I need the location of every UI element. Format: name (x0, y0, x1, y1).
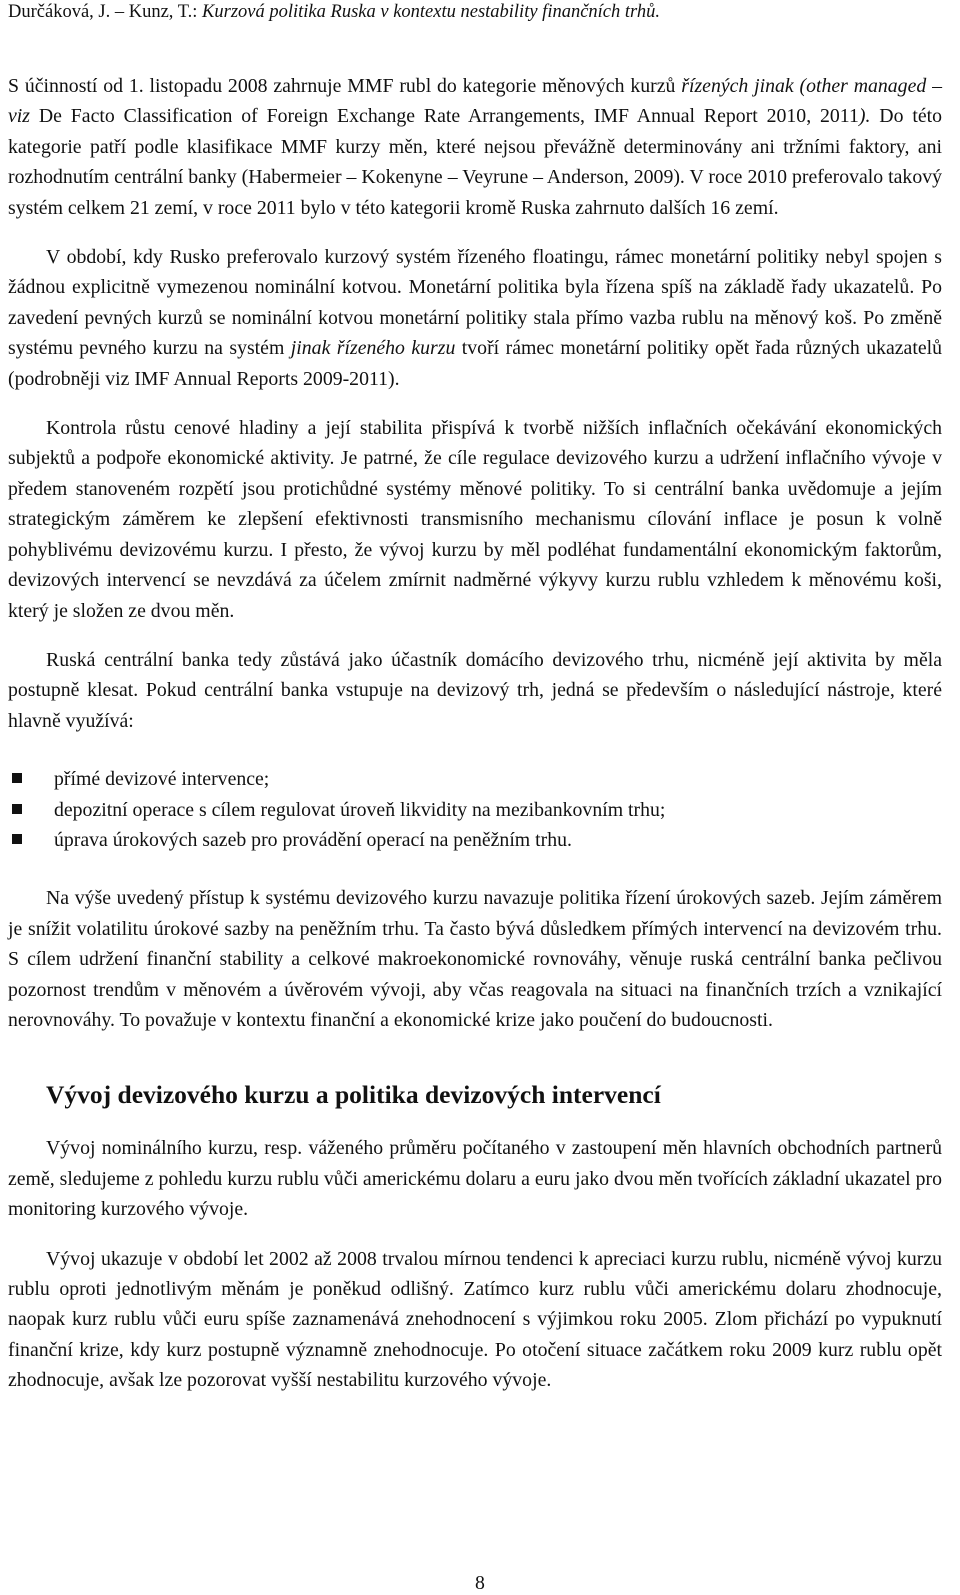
square-bullet-icon (12, 834, 22, 844)
paragraph-1-italic-2: ). (858, 105, 871, 128)
paragraph-5: Na výše uvedený přístup k systému devizového kurzu navazuje politika řízení úrokových sazeb. Jejím záměrem je snížit volatilitu úrokové sazby na peněžním trhu. Ta často bývá důsledkem přímých intervencí na devizovém trhu. S cílem udržení finanční stability a celkové makroekonomické rovnováhy, věnuje ruská centrální banka pečlivou pozornost trendům v měnovém a úvěrovém vývoji, aby včas reagovala na situaci na finančních trzích a vznikající nerovnováhy. To považuje v kontextu finanční a ekonomické krize jako poučení do budoucnosti. (8, 887, 942, 1031)
paragraph-2-part-1: V období, kdy Rusko preferovalo kurzový systém řízeného floatingu, rámec monetární politiky nebyl spojen s žádnou explicitně vymezenou nominální kotvou. Monetární politika byla řízena spíš na základě řady ukazatelů. Po zavedení pevných kurzů se nominální kotvou monetární politiky stala přímo vazba rublu na měnový koš. Po změně systému pevného kurzu na systém (8, 246, 942, 360)
paragraph-1-italic-1: řízených jinak (other managed – viz (8, 75, 942, 128)
paragraph-7: Vývoj ukazuje v období let 2002 až 2008 trvalou mírnou tendenci k apreciaci kurzu rublu, nicméně vývoj kurzu rublu oproti jednotlivým měnám je poněkud odlišný. Zatímco kurz rublu vůči americkému dolaru zhodnocuje, naopak kurz rublu vůči euru spíše zaznamenává znehodnocení s výjimkou roku 2005. Zlom přichází po vypuknutí finanční krize, kdy kurz postupně významně znehodnocuje. Po otočení situace začátkem roku 2009 kurz rublu opět zhodnocuje, avšak lze pozorovat vyšší nestabilitu kurzového vývoje. (8, 1247, 942, 1392)
running-header (8, 1, 942, 23)
paragraph-4: Ruská centrální banka tedy zůstává jako účastník domácího devizového trhu, nicméně její aktivita by měla postupně klesat. Pokud centrální banka vstupuje na devizový trh, jedná se především o následující nástroje, které hlavně využívá: (8, 648, 942, 732)
section-heading: Vývoj devizového kurzu a politika devizových intervencí (46, 1080, 661, 1110)
square-bullet-icon (12, 804, 22, 814)
paragraph-3: Kontrola růstu cenové hladiny a její stabilita přispívá k tvorbě nižších inflačních očekávání ekonomických subjektů a podpoře ekonomické aktivity. Je patrné, že cíle regulace devizového kurzu a udržení inflačního vývoje v předem stanoveném rozpětí jsou protichůdné systémy měnové politiky. To si centrální banka uvědomuje a jejím strategickým záměrem ke zlepšení efektivnosti transmisního mechanismu cílování inflace je posun k volně pohyblivému devizovému kurzu. I přesto, že vývoj kurzu by měl podléhat fundamentální ekonomickým faktorům, devizových intervencí se nevzdává za účelem zmírnit nadměrné výkyvy kurzu rublu vzhledem k měnovému koši, který je složen ze dvou měn. (8, 417, 942, 622)
paragraph-2-italic: jinak řízeného kurzu (290, 337, 456, 360)
paragraph-6: Vývoj nominálního kurzu, resp. váženého průměru počítaného v zastoupení měn hlavních obchodních partnerů země, sledujeme z pohledu kurzu rublu vůči americkému dolaru a euru jako dvou měn tvořících základní ukazatel pro monitoring kurzového vývoje. (8, 1137, 942, 1221)
header-authors: Durčáková, J. – Kunz, T.: (8, 2, 203, 22)
paragraph-1-part-3: Do této kategorie patří podle klasifikace MMF kurzy měn, které nejsou převážně determinovány ani tržními faktory, ani rozhodnutím centrální banky (Habermeier – Kokenyne – Veyrune – Anderson, 2009). V roce 2010 preferovalo takový systém celkem 21 zemí, v roce 2011 bylo v této kategorii kromě Ruska zahrnuto dalších 16 zemí. (8, 105, 943, 219)
paragraph-2-part-2: tvoří rámec monetární politiky opět řada různých ukazatelů (podrobněji viz IMF Annual Reports 2009-2011). (8, 337, 942, 390)
paragraph-1-part-2: De Facto Classification of Foreign Exchange Rate Arrangements, IMF Annual Report 2010, 2011 (29, 105, 859, 128)
list-item (8, 764, 942, 794)
header-title: Kurzová politika Ruska v kontextu nestability finančních trhů. (202, 2, 661, 22)
paragraph-1 (8, 71, 942, 223)
body-text (8, 71, 942, 1396)
document-page (8, 0, 942, 1396)
list-item (8, 795, 942, 825)
instrument-list (8, 764, 942, 855)
list-item-text: přímé devizové intervence; (54, 768, 270, 791)
paragraph-2 (8, 242, 942, 394)
list-item (8, 825, 942, 855)
square-bullet-icon (12, 773, 22, 783)
page-number: 8 (475, 1572, 485, 1594)
list-item-text: depozitní operace s cílem regulovat úroveň likvidity na mezibankovním trhu; (54, 798, 666, 821)
list-item-text: úprava úrokových sazeb pro provádění operací na peněžním trhu. (54, 828, 572, 851)
paragraph-1-part-1: S účinností od 1. listopadu 2008 zahrnuje MMF rubl do kategorie měnových kurzů (8, 75, 682, 97)
